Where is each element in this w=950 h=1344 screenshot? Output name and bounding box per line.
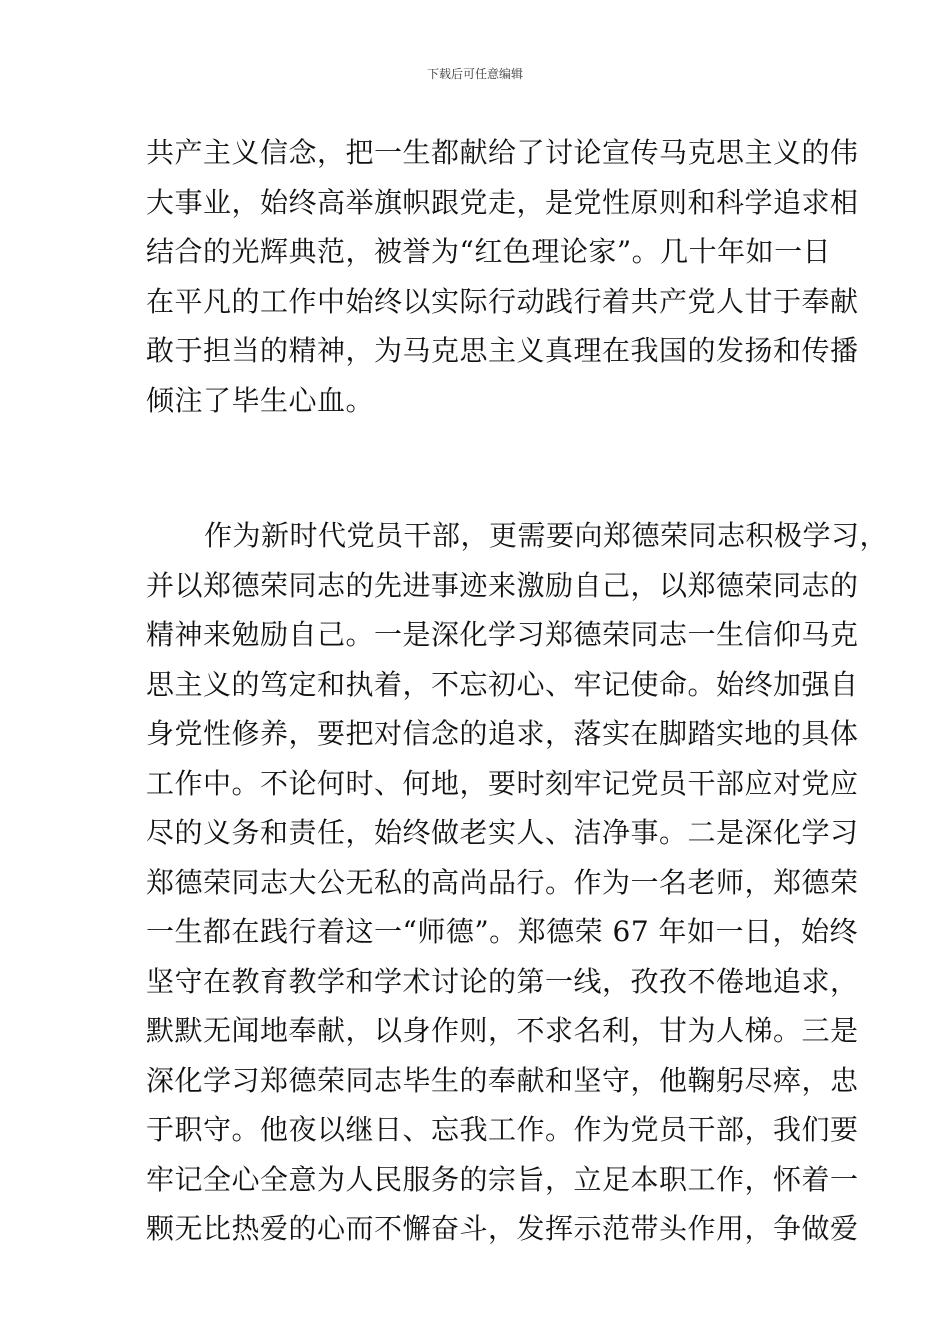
text-line: 坚守在教育教学和学术讨论的第一线，孜孜不倦地追求， <box>146 964 859 998</box>
text-line: 大事业，始终高举旗帜跟党走，是党性原则和科学追求相 <box>146 185 859 219</box>
text-line: 一生都在践行着这一“师德”。郑德荣 67 年如一日，始终 <box>146 915 859 948</box>
text-line: 颗无比热爱的心而不懈奋斗，发挥示范带头作用，争做爱 <box>146 1212 859 1245</box>
text-line: 倾注了毕生心血。 <box>146 383 375 417</box>
text-line: 结合的光辉典范，被誉为“红色理论家”。几十年如一日 <box>146 235 832 268</box>
text-line: 敢于担当的精神，为马克思主义真理在我国的发扬和传播 <box>146 334 859 367</box>
text-line: 深化学习郑德荣同志毕生的奉献和坚守，他鞠躬尽瘁，忠 <box>146 1063 859 1097</box>
paragraph-1 <box>146 128 859 425</box>
text-line: 作为新时代党员干部，更需要向郑德荣同志积极学习， <box>204 519 889 552</box>
paragraph-2 <box>146 511 889 1254</box>
text-line: 在平凡的工作中始终以实际行动践行着共产党人甘于奉献 <box>146 284 859 318</box>
text-line: 尽的义务和责任，始终做老实人、洁净事。二是深化学习 <box>146 816 859 849</box>
text-line: 默默无闻地奉献，以身作则，不求名利，甘为人梯。三是 <box>146 1014 859 1047</box>
document-body <box>146 128 889 1254</box>
text-line: 精神来勉励自己。一是深化学习郑德荣同志一生信仰马克 <box>146 618 859 651</box>
text-line: 于职守。他夜以继日、忘我工作。作为党员干部，我们要 <box>146 1113 859 1146</box>
text-line: 工作中。不论何时、何地，要时刻牢记党员干部应对党应 <box>146 766 859 800</box>
page-header: 下载后可任意编辑 <box>426 67 523 81</box>
text-line: 郑德荣同志大公无私的高尚品行。作为一名老师，郑德荣 <box>146 865 859 899</box>
text-line: 牢记全心全意为人民服务的宗旨，立足本职工作，怀着一 <box>146 1162 859 1196</box>
text-line: 并以郑德荣同志的先进事迹来激励自己，以郑德荣同志的 <box>146 568 859 602</box>
text-line: 身党性修养，要把对信念的追求，落实在脚踏实地的具体 <box>146 717 859 750</box>
paragraph-spacer <box>146 425 826 511</box>
text-line: 思主义的笃定和执着，不忘初心、牢记使命。始终加强自 <box>146 667 859 701</box>
text-line: 共产主义信念，把一生都献给了讨论宣传马克思主义的伟 <box>146 136 859 169</box>
